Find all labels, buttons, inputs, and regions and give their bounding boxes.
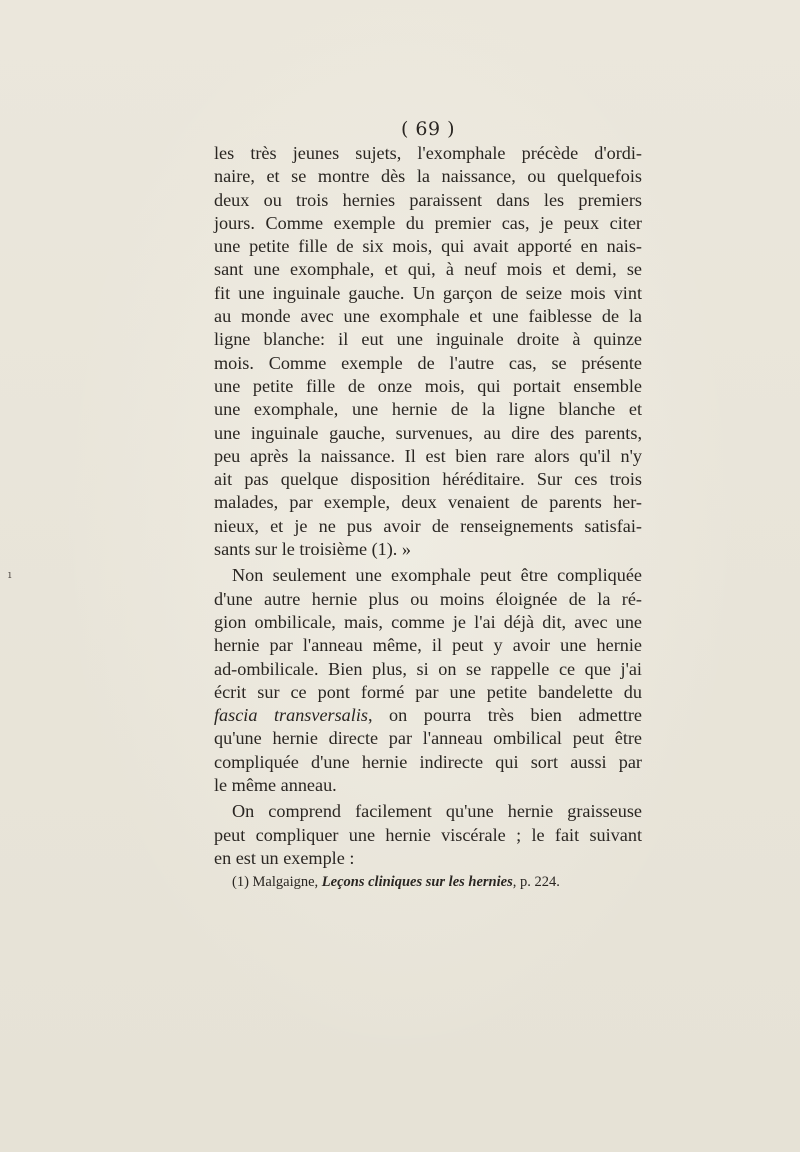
footnote-suffix: , p. 224.	[512, 874, 560, 890]
text-fragment: , on pourra très bien admettre	[367, 705, 642, 726]
text-line: peu après la naissance. Il est bien rare alors qu'il n'y	[214, 445, 642, 466]
footnote-prefix: (1) Malgaigne,	[232, 874, 322, 890]
paragraph-3	[214, 800, 642, 870]
text-line: une petite fille de six mois, qui avait apporté en nais-	[214, 236, 642, 257]
text-line: mois. Comme exemple de l'autre cas, se présente	[214, 352, 642, 373]
footnote-title: Leçons cliniques sur les hernies	[321, 874, 513, 890]
text-line: gion ombilicale, mais, comme je l'ai déjà dit, avec une	[214, 611, 642, 632]
text-line: On comprend facilement qu'une hernie graisseuse	[232, 801, 642, 822]
text-line: sants sur le troisième (1). »	[214, 539, 411, 560]
text-line: compliquée d'une hernie indirecte qui sort aussi par	[214, 751, 642, 772]
footnote	[232, 874, 560, 891]
page-number: ( 69 )	[400, 118, 456, 140]
text-line: qu'une hernie directe par l'anneau ombilical peut être	[214, 728, 642, 749]
text-line: deux ou trois hernies paraissent dans les premiers	[214, 189, 642, 210]
text-line: écrit sur ce pont formé par une petite bandelette du	[214, 681, 642, 702]
text-line: malades, par exemple, deux venaient de parents her-	[214, 492, 642, 513]
text-line: une petite fille de onze mois, qui portait ensemble	[214, 375, 642, 396]
text-line: une inguinale gauche, survenues, au dire des parents,	[214, 422, 642, 443]
text-line: sant une exomphale, et qui, à neuf mois et demi, se	[214, 259, 642, 280]
margin-mark: ı	[8, 568, 12, 581]
text-line: naire, et se montre dès la naissance, ou quelquefois	[214, 166, 642, 187]
text-line: le même anneau.	[214, 775, 337, 796]
text-line: hernie par l'anneau même, il peut y avoir une hernie	[214, 635, 642, 656]
text-line: jours. Comme exemple du premier cas, je peux citer	[214, 212, 642, 233]
text-line: nieux, et je ne pus avoir de renseignements satisfai-	[214, 515, 642, 536]
text-line: au monde avec une exomphale et une faiblesse de la	[214, 306, 642, 327]
text-line	[214, 704, 642, 727]
text-line: peut compliquer une hernie viscérale ; le fait suivant	[214, 824, 642, 845]
italic-term: fascia transversalis	[214, 705, 368, 726]
text-line: les très jeunes sujets, l'exomphale précède d'ordi-	[214, 143, 642, 163]
text-line: ligne blanche: il eut une inguinale droite à quinze	[214, 329, 642, 350]
text-line: en est un exemple :	[214, 847, 355, 868]
text-line: ait pas quelque disposition héréditaire. Sur ces trois	[214, 469, 642, 490]
text-line: fit une inguinale gauche. Un garçon de seize mois vint	[214, 282, 642, 303]
text-line: Non seulement une exomphale peut être compliquée	[232, 565, 642, 586]
text-line: une exomphale, une hernie de la ligne blanche et	[214, 399, 642, 420]
paragraph-1	[214, 142, 642, 561]
text-line: ad-ombilicale. Bien plus, si on se rappelle ce que j'ai	[214, 658, 642, 679]
paragraph-2	[214, 564, 642, 797]
body-text	[214, 142, 642, 870]
text-line: d'une autre hernie plus ou moins éloignée de la ré-	[214, 588, 642, 609]
